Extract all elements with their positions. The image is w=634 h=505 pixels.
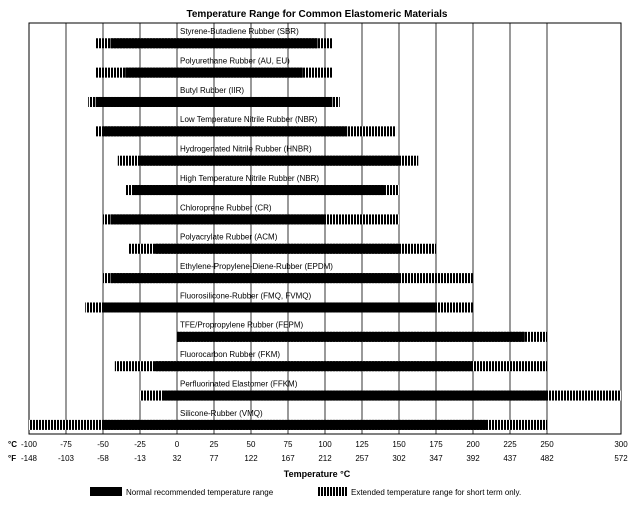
fahrenheit-tick-label-10: 302 bbox=[392, 454, 406, 463]
material-label-10: TFE/Propropylene Rubber (FEPM) bbox=[180, 320, 304, 330]
material-label-5: High Temperature Nitrile Rubber (NBR) bbox=[180, 173, 320, 183]
material-label-1: Polyurethane Rubber (AU, EU) bbox=[180, 56, 290, 66]
normal-range-bar-4 bbox=[140, 156, 399, 166]
material-label-8: Ethylene-Propylene-Diene-Rubber (EPDM) bbox=[180, 262, 333, 272]
material-label-0: Styrene-Butadiene Rubber (SBR) bbox=[180, 27, 299, 37]
normal-range-bar-1 bbox=[125, 68, 303, 78]
material-label-6: Chloroprene Rubber (CR) bbox=[180, 203, 272, 213]
fahrenheit-tick-label-12: 392 bbox=[466, 454, 480, 463]
material-label-9: Fluorosilicone-Rubber (FMQ, FVMQ) bbox=[180, 291, 312, 301]
celsius-tick-label-8: 100 bbox=[318, 440, 332, 449]
normal-range-bar-8 bbox=[110, 273, 399, 283]
fahrenheit-tick-label-14: 482 bbox=[540, 454, 554, 463]
x-axis-title: Temperature °C bbox=[283, 469, 351, 479]
legend-normal-label: Normal recommended temperature range bbox=[126, 488, 274, 497]
fahrenheit-tick-label-2: -58 bbox=[97, 454, 109, 463]
celsius-tick-label-15: 300 bbox=[614, 440, 628, 449]
celsius-tick-label-11: 175 bbox=[429, 440, 443, 449]
legend-normal-swatch bbox=[90, 487, 122, 496]
material-label-12: Perfluorinated Elastomer (FFKM) bbox=[180, 379, 298, 389]
celsius-tick-label-4: 0 bbox=[174, 440, 180, 449]
fahrenheit-tick-label-6: 122 bbox=[244, 454, 258, 463]
normal-range-bar-11 bbox=[155, 361, 473, 371]
fahrenheit-tick-label-4: 32 bbox=[172, 454, 182, 463]
celsius-tick-label-12: 200 bbox=[466, 440, 480, 449]
normal-range-bar-13 bbox=[103, 420, 488, 430]
fahrenheit-tick-label-15: 572 bbox=[614, 454, 628, 463]
fahrenheit-tick-label-7: 167 bbox=[281, 454, 295, 463]
fahrenheit-unit-label: °F bbox=[8, 454, 17, 463]
fahrenheit-tick-label-9: 257 bbox=[355, 454, 369, 463]
celsius-tick-label-9: 125 bbox=[355, 440, 369, 449]
material-label-11: Fluorocarbon Rubber (FKM) bbox=[180, 350, 281, 360]
fahrenheit-tick-label-11: 347 bbox=[429, 454, 443, 463]
celsius-tick-label-10: 150 bbox=[392, 440, 406, 449]
normal-range-bar-12 bbox=[162, 391, 547, 401]
celsius-tick-label-2: -50 bbox=[97, 440, 109, 449]
celsius-tick-label-14: 250 bbox=[540, 440, 554, 449]
legend-extended-swatch bbox=[318, 487, 348, 496]
normal-range-bar-7 bbox=[155, 244, 399, 254]
celsius-tick-label-13: 225 bbox=[503, 440, 517, 449]
fahrenheit-tick-label-13: 437 bbox=[503, 454, 517, 463]
celsius-tick-label-0: -100 bbox=[20, 440, 38, 449]
fahrenheit-tick-label-8: 212 bbox=[318, 454, 332, 463]
fahrenheit-tick-label-3: -13 bbox=[134, 454, 146, 463]
material-label-4: Hydrogenated Nitrile Rubber (HNBR) bbox=[180, 144, 312, 154]
legend-extended-label: Extended temperature range for short term only. bbox=[351, 488, 522, 497]
normal-range-bar-2 bbox=[96, 97, 333, 107]
normal-range-bar-3 bbox=[103, 126, 347, 136]
material-label-7: Polyacrylate Rubber (ACM) bbox=[180, 232, 278, 242]
celsius-tick-label-7: 75 bbox=[283, 440, 293, 449]
chart-title: Temperature Range for Common Elastomeric Materials bbox=[186, 9, 448, 20]
material-label-13: Silicone-Rubber (VMQ) bbox=[180, 408, 263, 418]
celsius-unit-label: °C bbox=[8, 440, 17, 449]
fahrenheit-tick-label-5: 77 bbox=[209, 454, 219, 463]
normal-range-bar-9 bbox=[103, 302, 436, 312]
material-label-2: Butyl Rubber (IIR) bbox=[180, 85, 245, 95]
celsius-tick-label-6: 50 bbox=[246, 440, 256, 449]
normal-range-bar-6 bbox=[110, 214, 325, 224]
celsius-tick-label-3: -25 bbox=[134, 440, 146, 449]
normal-range-bar-5 bbox=[133, 185, 385, 195]
celsius-tick-label-5: 25 bbox=[209, 440, 219, 449]
fahrenheit-tick-label-1: -103 bbox=[57, 454, 75, 463]
fahrenheit-tick-label-0: -148 bbox=[20, 454, 38, 463]
normal-range-bar-0 bbox=[110, 38, 317, 48]
material-label-3: Low Temperature Nitrile Rubber (NBR) bbox=[180, 115, 318, 125]
normal-range-bar-10 bbox=[177, 332, 525, 342]
celsius-tick-label-1: -75 bbox=[60, 440, 72, 449]
